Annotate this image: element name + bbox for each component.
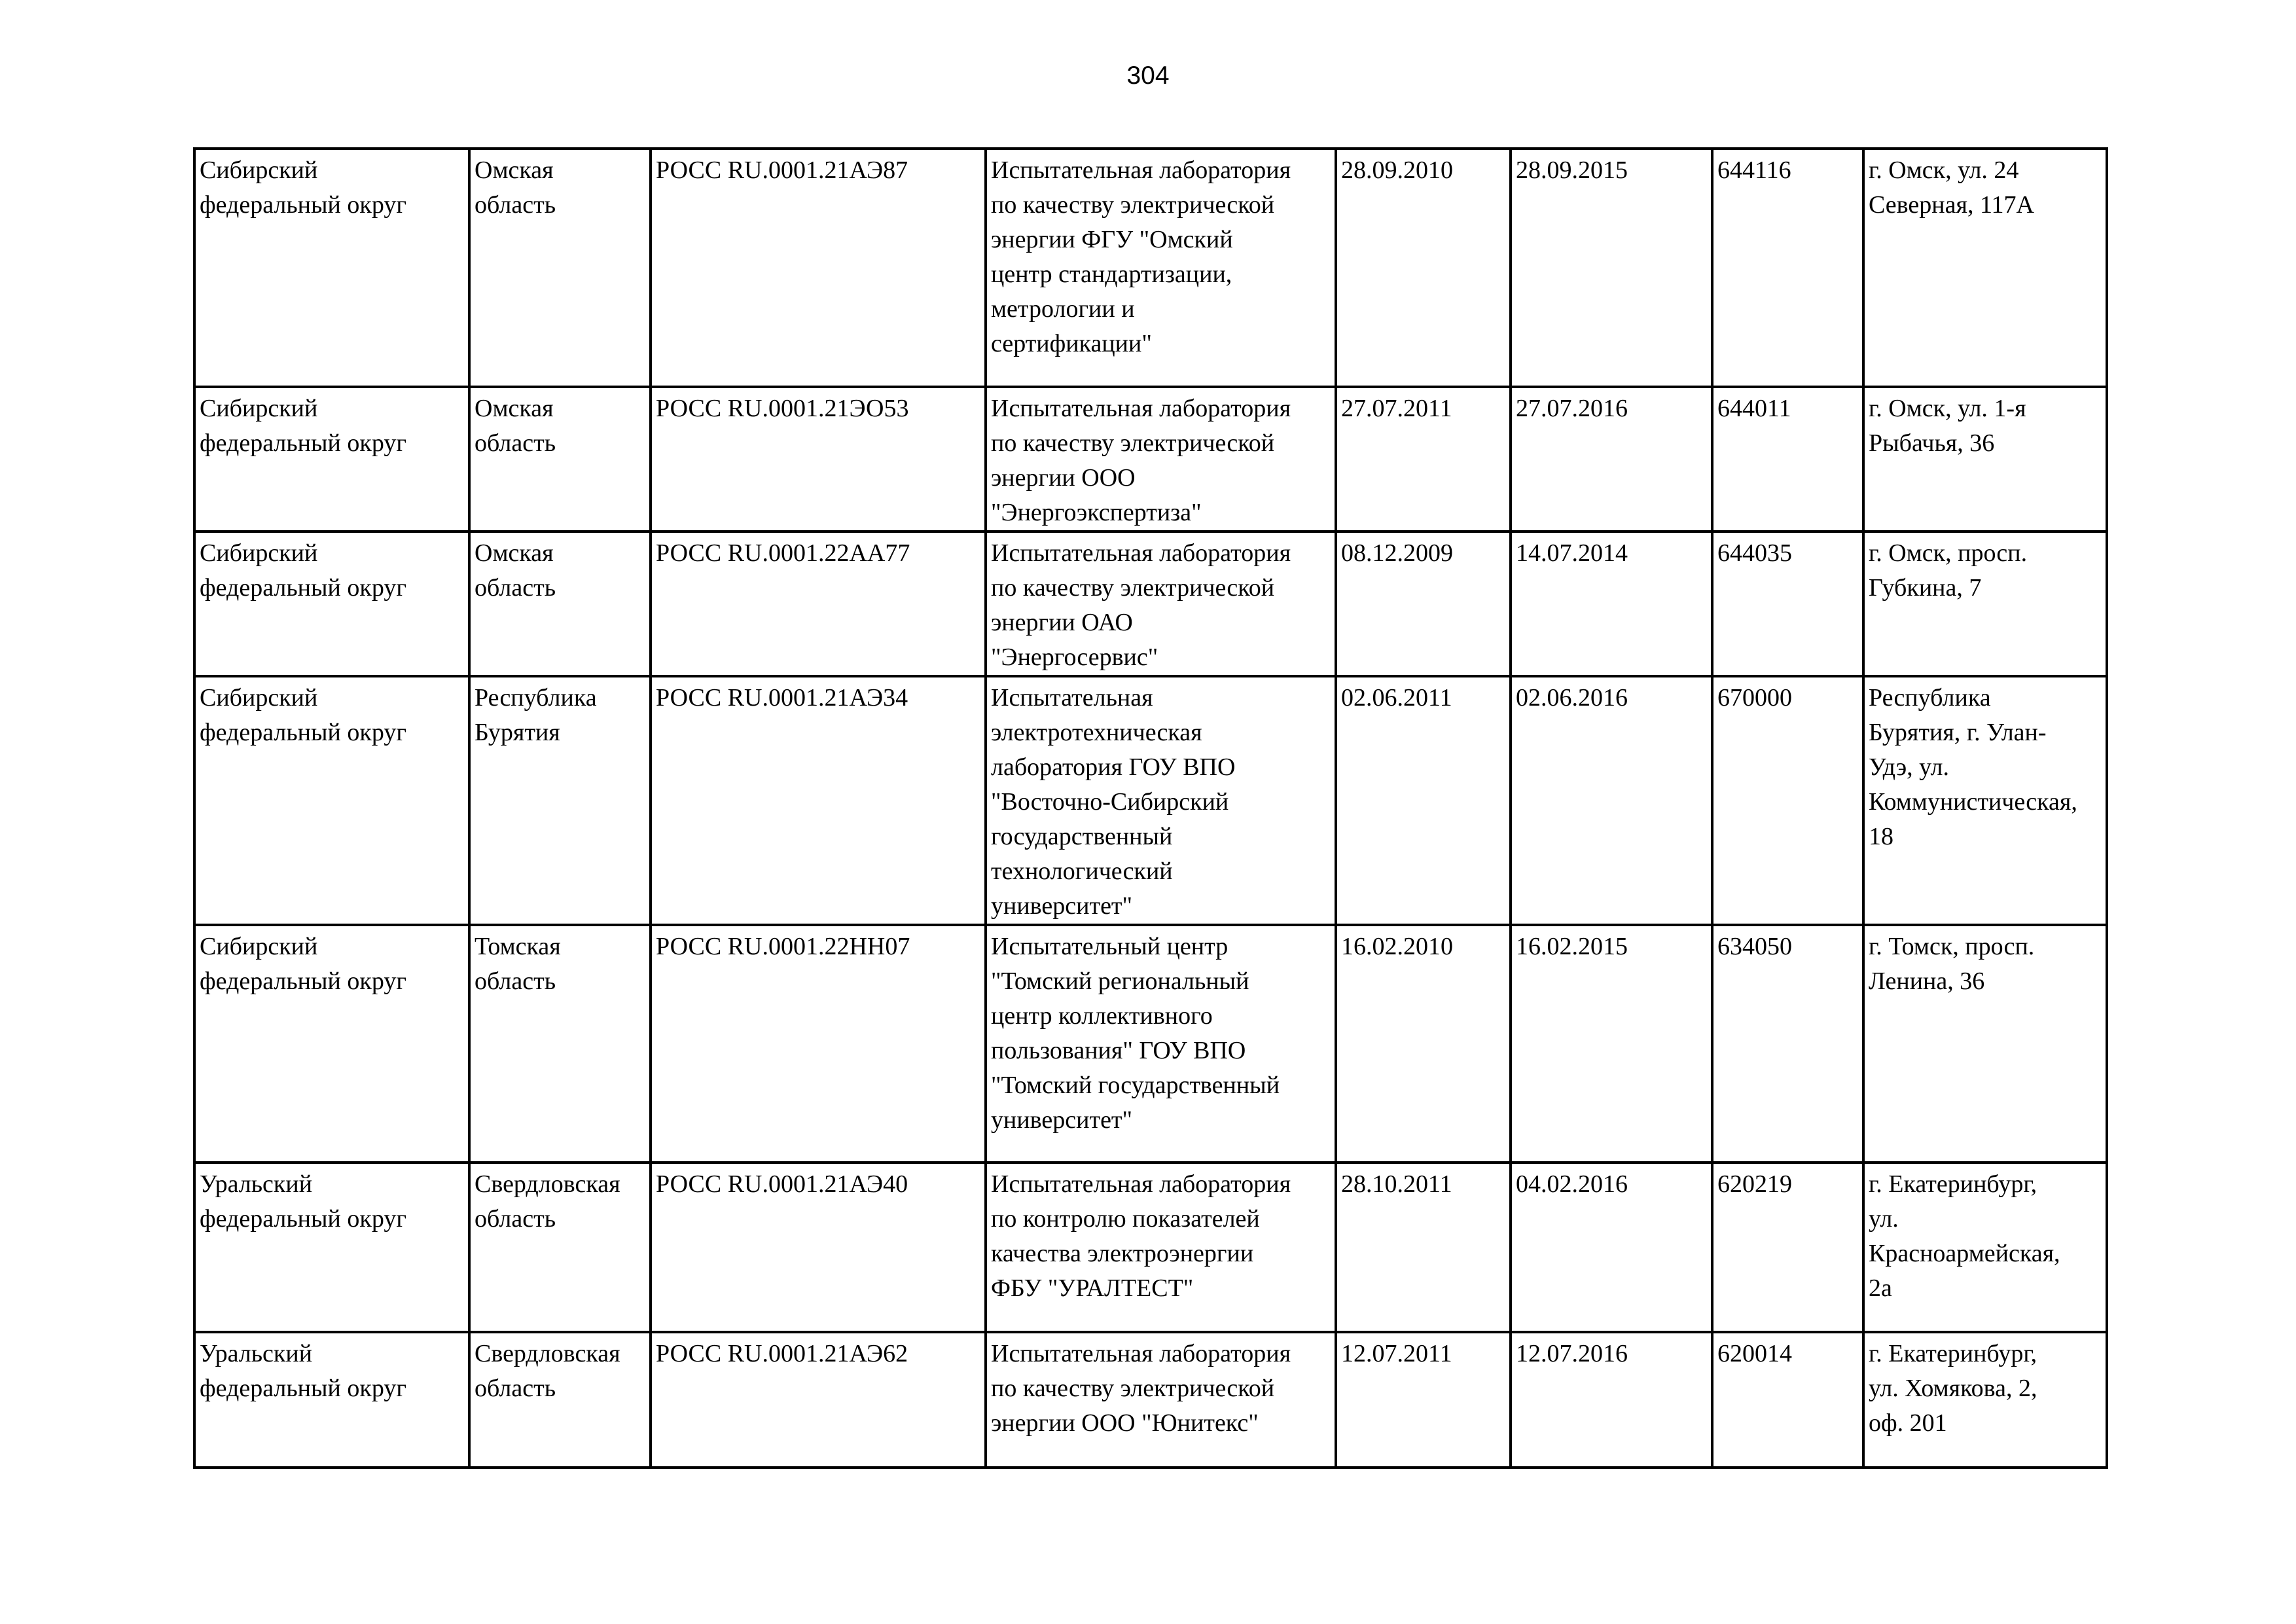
- postal-code-cell: 670000: [1712, 676, 1863, 925]
- region-cell: Омская область: [469, 387, 651, 532]
- laboratory-registry-table: [193, 147, 2108, 1469]
- region-cell: Республика Бурятия: [469, 676, 651, 925]
- federal-district-cell: Уральский федеральный округ: [194, 1332, 469, 1468]
- certificate-number-cell: РОСС RU.0001.22АА77: [651, 532, 986, 676]
- region-cell: Омская область: [469, 532, 651, 676]
- table-row: [194, 149, 2107, 387]
- laboratory-name-cell: Испытательная электротехническая лаборатория ГОУ ВПО "Восточно-Сибирский государственный технологический университет": [986, 676, 1336, 925]
- postal-code-cell: 620014: [1712, 1332, 1863, 1468]
- region-cell: Свердловская область: [469, 1163, 651, 1332]
- table-row: [194, 387, 2107, 532]
- certificate-number-cell: РОСС RU.0001.21АЭ34: [651, 676, 986, 925]
- expiry-date-cell: 14.07.2014: [1511, 532, 1712, 676]
- laboratory-name-cell: Испытательный центр "Томский региональный центр коллективного пользования" ГОУ ВПО "Томский государственный университет": [986, 925, 1336, 1163]
- expiry-date-cell: 28.09.2015: [1511, 149, 1712, 387]
- federal-district-cell: Сибирский федеральный округ: [194, 532, 469, 676]
- address-cell: г. Омск, просп. Губкина, 7: [1863, 532, 2107, 676]
- laboratory-name-cell: Испытательная лаборатория по качеству электрической энергии ОАО "Энергосервис": [986, 532, 1336, 676]
- laboratory-name-cell: Испытательная лаборатория по контролю показателей качества электроэнергии ФБУ "УРАЛТЕСТ": [986, 1163, 1336, 1332]
- table-row: [194, 1332, 2107, 1468]
- postal-code-cell: 634050: [1712, 925, 1863, 1163]
- federal-district-cell: Сибирский федеральный округ: [194, 925, 469, 1163]
- page-number: 304: [1126, 62, 1170, 90]
- federal-district-cell: Сибирский федеральный округ: [194, 387, 469, 532]
- issue-date-cell: 28.10.2011: [1336, 1163, 1511, 1332]
- table-row: [194, 676, 2107, 925]
- address-cell: г. Екатеринбург, ул. Красноармейская, 2а: [1863, 1163, 2107, 1332]
- expiry-date-cell: 27.07.2016: [1511, 387, 1712, 532]
- region-cell: Омская область: [469, 149, 651, 387]
- federal-district-cell: Сибирский федеральный округ: [194, 676, 469, 925]
- address-cell: г. Омск, ул. 24 Северная, 117А: [1863, 149, 2107, 387]
- issue-date-cell: 28.09.2010: [1336, 149, 1511, 387]
- expiry-date-cell: 16.02.2015: [1511, 925, 1712, 1163]
- region-cell: Свердловская область: [469, 1332, 651, 1468]
- certificate-number-cell: РОСС RU.0001.21ЭО53: [651, 387, 986, 532]
- federal-district-cell: Сибирский федеральный округ: [194, 149, 469, 387]
- address-cell: г. Томск, просп. Ленина, 36: [1863, 925, 2107, 1163]
- postal-code-cell: 644035: [1712, 532, 1863, 676]
- table-row: [194, 1163, 2107, 1332]
- laboratory-name-cell: Испытательная лаборатория по качеству электрической энергии ООО "Энергоэкспертиза": [986, 387, 1336, 532]
- expiry-date-cell: 12.07.2016: [1511, 1332, 1712, 1468]
- postal-code-cell: 644011: [1712, 387, 1863, 532]
- certificate-number-cell: РОСС RU.0001.21АЭ62: [651, 1332, 986, 1468]
- issue-date-cell: 12.07.2011: [1336, 1332, 1511, 1468]
- address-cell: Республика Бурятия, г. Улан- Удэ, ул. Коммунистическая, 18: [1863, 676, 2107, 925]
- postal-code-cell: 644116: [1712, 149, 1863, 387]
- laboratory-name-cell: Испытательная лаборатория по качеству электрической энергии ООО "Юнитекс": [986, 1332, 1336, 1468]
- postal-code-cell: 620219: [1712, 1163, 1863, 1332]
- issue-date-cell: 02.06.2011: [1336, 676, 1511, 925]
- laboratory-name-cell: Испытательная лаборатория по качеству электрической энергии ФГУ "Омский центр стандартизации, метрологии и сертификации": [986, 149, 1336, 387]
- table-row: [194, 925, 2107, 1163]
- region-cell: Томская область: [469, 925, 651, 1163]
- address-cell: г. Омск, ул. 1-я Рыбачья, 36: [1863, 387, 2107, 532]
- table-row: [194, 532, 2107, 676]
- expiry-date-cell: 02.06.2016: [1511, 676, 1712, 925]
- address-cell: г. Екатеринбург, ул. Хомякова, 2, оф. 201: [1863, 1332, 2107, 1468]
- certificate-number-cell: РОСС RU.0001.22НН07: [651, 925, 986, 1163]
- expiry-date-cell: 04.02.2016: [1511, 1163, 1712, 1332]
- issue-date-cell: 08.12.2009: [1336, 532, 1511, 676]
- certificate-number-cell: РОСС RU.0001.21АЭ87: [651, 149, 986, 387]
- federal-district-cell: Уральский федеральный округ: [194, 1163, 469, 1332]
- issue-date-cell: 27.07.2011: [1336, 387, 1511, 532]
- certificate-number-cell: РОСС RU.0001.21АЭ40: [651, 1163, 986, 1332]
- issue-date-cell: 16.02.2010: [1336, 925, 1511, 1163]
